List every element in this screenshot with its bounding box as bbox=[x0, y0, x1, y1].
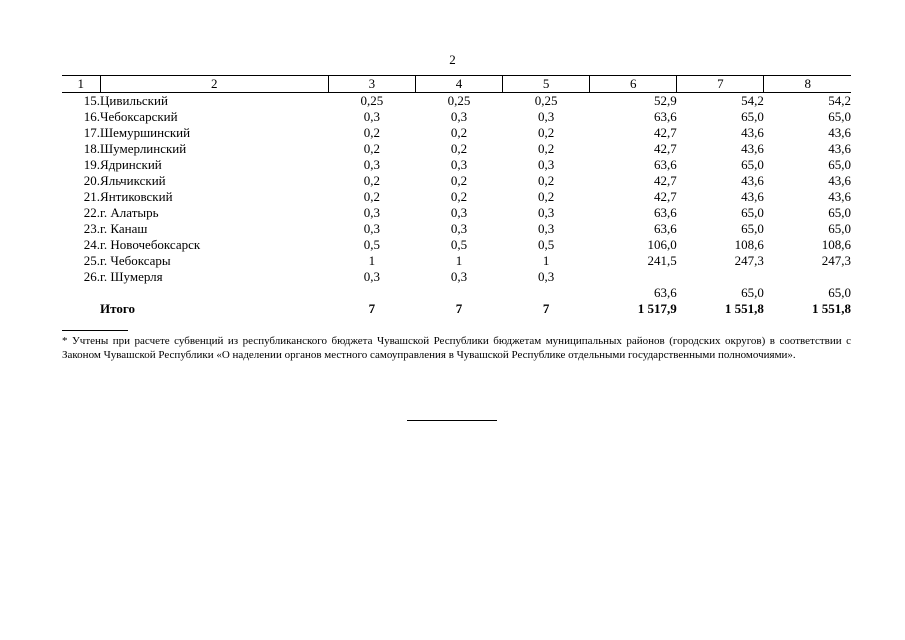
table-cell: 65,0 bbox=[828, 285, 851, 300]
table-cell: 0,3 bbox=[363, 205, 380, 220]
table-cell: 43,6 bbox=[741, 141, 764, 156]
table-cell: 65,0 bbox=[828, 221, 851, 236]
page-number: 2 bbox=[449, 52, 456, 67]
table-cell: 42,7 bbox=[654, 173, 677, 188]
table-cell: 63,6 bbox=[654, 221, 677, 236]
table-cell: 106,0 bbox=[647, 237, 677, 252]
table-cell: 0,2 bbox=[537, 141, 555, 156]
table-cell: 0,2 bbox=[537, 173, 555, 188]
table-cell: 43,6 bbox=[741, 125, 764, 140]
table-cell: 42,7 bbox=[654, 125, 677, 140]
table-cell: г. Шумерля bbox=[100, 269, 163, 284]
table-cell: 43,6 bbox=[828, 125, 851, 140]
table-cell: 63,6 bbox=[654, 157, 677, 172]
total-cell bbox=[62, 301, 100, 317]
table-row bbox=[62, 125, 851, 141]
table-cell: 17. bbox=[83, 125, 101, 140]
table-cell: 43,6 bbox=[828, 141, 851, 156]
table-cell: 16. bbox=[83, 109, 101, 124]
column-header-8: 8 bbox=[764, 76, 851, 93]
table-cell: г. Канаш bbox=[100, 221, 148, 236]
table-cell: 65,0 bbox=[741, 205, 764, 220]
column-header-7: 7 bbox=[677, 76, 764, 93]
table-cell: 0,3 bbox=[450, 205, 468, 220]
table-row bbox=[62, 141, 851, 157]
table-cell: 1 bbox=[542, 253, 550, 268]
table-cell: 43,6 bbox=[828, 189, 851, 204]
end-rule bbox=[407, 420, 497, 421]
total-cell: 7 bbox=[368, 301, 376, 316]
table-cell: 0,2 bbox=[450, 173, 468, 188]
table-cell: 0,5 bbox=[450, 237, 468, 252]
table-cell: 63,6 bbox=[654, 205, 677, 220]
table-cell bbox=[328, 285, 415, 301]
table-cell: 0,25 bbox=[534, 93, 558, 108]
table-cell: 1 bbox=[368, 253, 376, 268]
table-cell: 247,3 bbox=[821, 253, 851, 268]
table-cell: 25. bbox=[83, 253, 101, 268]
table-cell: 0,2 bbox=[450, 141, 468, 156]
table-cell: 21. bbox=[83, 189, 101, 204]
table-cell: 0,5 bbox=[363, 237, 380, 252]
table-cell: 22. bbox=[83, 205, 101, 220]
table-cell: 65,0 bbox=[828, 109, 851, 124]
table-cell: 0,3 bbox=[450, 109, 468, 124]
column-header-6: 6 bbox=[590, 76, 677, 93]
data-table bbox=[62, 75, 851, 317]
table-cell: Шемуршинский bbox=[100, 125, 191, 140]
table-cell: 0,3 bbox=[450, 221, 468, 236]
table-cell: Шумерлинский bbox=[100, 141, 187, 156]
table-row bbox=[62, 285, 851, 301]
table-cell bbox=[677, 269, 764, 285]
table-cell: 43,6 bbox=[828, 173, 851, 188]
table-cell: 0,2 bbox=[450, 189, 468, 204]
table-cell: 241,5 bbox=[647, 253, 677, 268]
table-cell: 0,2 bbox=[537, 189, 555, 204]
column-header-3: 3 bbox=[328, 76, 415, 93]
total-cell: 1 517,9 bbox=[637, 301, 677, 316]
table-row bbox=[62, 205, 851, 221]
table-cell: 1 bbox=[455, 253, 463, 268]
table-cell: г. Чебоксары bbox=[100, 253, 171, 268]
table-cell: 0,3 bbox=[363, 221, 380, 236]
table-cell: 0,2 bbox=[450, 125, 468, 140]
footnote bbox=[62, 334, 851, 362]
table-cell: 108,6 bbox=[821, 237, 851, 252]
table-cell: 0,3 bbox=[363, 157, 380, 172]
table-cell: г. Новочебоксарск bbox=[100, 237, 201, 252]
total-cell: 7 bbox=[455, 301, 463, 316]
table-cell: 26. bbox=[83, 269, 101, 284]
table-cell: 54,2 bbox=[828, 93, 851, 108]
table-cell: 43,6 bbox=[741, 189, 764, 204]
table-cell: 20. bbox=[83, 173, 101, 188]
table-cell: 247,3 bbox=[734, 253, 764, 268]
footnote-mark: * bbox=[62, 335, 68, 347]
table-cell: Ядринский bbox=[100, 157, 162, 172]
table-cell bbox=[62, 285, 100, 301]
table-body bbox=[62, 93, 851, 318]
table-row bbox=[62, 173, 851, 189]
table-cell: 0,3 bbox=[450, 157, 468, 172]
table-cell: 54,2 bbox=[741, 93, 764, 108]
table-cell bbox=[764, 269, 851, 285]
table-cell: 15. bbox=[83, 93, 101, 108]
table-cell: 0,3 bbox=[363, 109, 380, 124]
total-row bbox=[62, 301, 851, 317]
table-cell: 0,2 bbox=[363, 125, 380, 140]
table-row bbox=[62, 253, 851, 269]
table-cell: 0,3 bbox=[537, 109, 555, 124]
table-cell: 0,2 bbox=[363, 173, 380, 188]
table-header bbox=[62, 76, 851, 93]
table-cell: 0,3 bbox=[537, 269, 555, 284]
table-cell: Яльчикский bbox=[100, 173, 166, 188]
table-cell: 0,3 bbox=[537, 157, 555, 172]
table-cell: 23. bbox=[83, 221, 101, 236]
table-cell: 18. bbox=[83, 141, 101, 156]
table-cell bbox=[503, 285, 590, 301]
table-cell: Чебоксарский bbox=[100, 109, 178, 124]
table-cell: 0,2 bbox=[537, 125, 555, 140]
table-cell: 0,3 bbox=[363, 269, 380, 284]
table-cell: 0,3 bbox=[450, 269, 468, 284]
total-cell: 1 551,8 bbox=[812, 301, 851, 316]
table-cell: 65,0 bbox=[741, 109, 764, 124]
total-cell: 7 bbox=[542, 301, 550, 316]
table-row bbox=[62, 221, 851, 237]
table-row bbox=[62, 237, 851, 253]
table-row bbox=[62, 189, 851, 205]
table-cell: г. Алатырь bbox=[100, 205, 159, 220]
table-cell bbox=[590, 269, 677, 285]
table-cell: 43,6 bbox=[741, 173, 764, 188]
table-cell: 0,3 bbox=[537, 221, 555, 236]
table-cell: 52,9 bbox=[654, 93, 677, 108]
table-cell: 0,3 bbox=[537, 205, 555, 220]
table-row bbox=[62, 109, 851, 125]
table-cell: 0,25 bbox=[360, 93, 384, 108]
table-cell: 65,0 bbox=[741, 221, 764, 236]
table-cell: 63,6 bbox=[654, 285, 677, 300]
table-cell bbox=[100, 285, 328, 301]
table-cell: 42,7 bbox=[654, 141, 677, 156]
table-cell: 0,2 bbox=[363, 189, 380, 204]
column-header-2: 2 bbox=[100, 76, 328, 93]
table-cell: Цивильский bbox=[100, 93, 168, 108]
column-header-4: 4 bbox=[415, 76, 502, 93]
column-header-1: 1 bbox=[62, 76, 100, 93]
table-cell: 0,25 bbox=[447, 93, 471, 108]
table-cell: 65,0 bbox=[828, 205, 851, 220]
table-cell: 0,5 bbox=[537, 237, 555, 252]
total-cell: 1 551,8 bbox=[724, 301, 764, 316]
column-header-5: 5 bbox=[503, 76, 590, 93]
table-cell: 65,0 bbox=[828, 157, 851, 172]
table-cell: 65,0 bbox=[741, 285, 764, 300]
table-cell: 19. bbox=[83, 157, 101, 172]
table-cell: Янтиковский bbox=[100, 189, 173, 204]
table-cell: 63,6 bbox=[654, 109, 677, 124]
footnote-rule bbox=[62, 330, 128, 331]
table-cell: 0,2 bbox=[363, 141, 380, 156]
table-cell bbox=[415, 285, 502, 301]
table-row bbox=[62, 157, 851, 173]
table-cell: 24. bbox=[83, 237, 101, 252]
footnote-text: Учтены при расчете субвенций из республиканского бюджета Чувашской Республики бюджетам муниципальных районов (городских округов) в соответствии с Законом Чувашской Республики «О наделении органов местного самоуправления в Чувашской Республике отдельными государственными полномочиями». bbox=[62, 335, 851, 361]
table-cell: 108,6 bbox=[734, 237, 764, 252]
total-label: Итого bbox=[100, 301, 135, 316]
table-row bbox=[62, 93, 851, 110]
table-row bbox=[62, 269, 851, 285]
table-cell: 65,0 bbox=[741, 157, 764, 172]
table-cell: 42,7 bbox=[654, 189, 677, 204]
